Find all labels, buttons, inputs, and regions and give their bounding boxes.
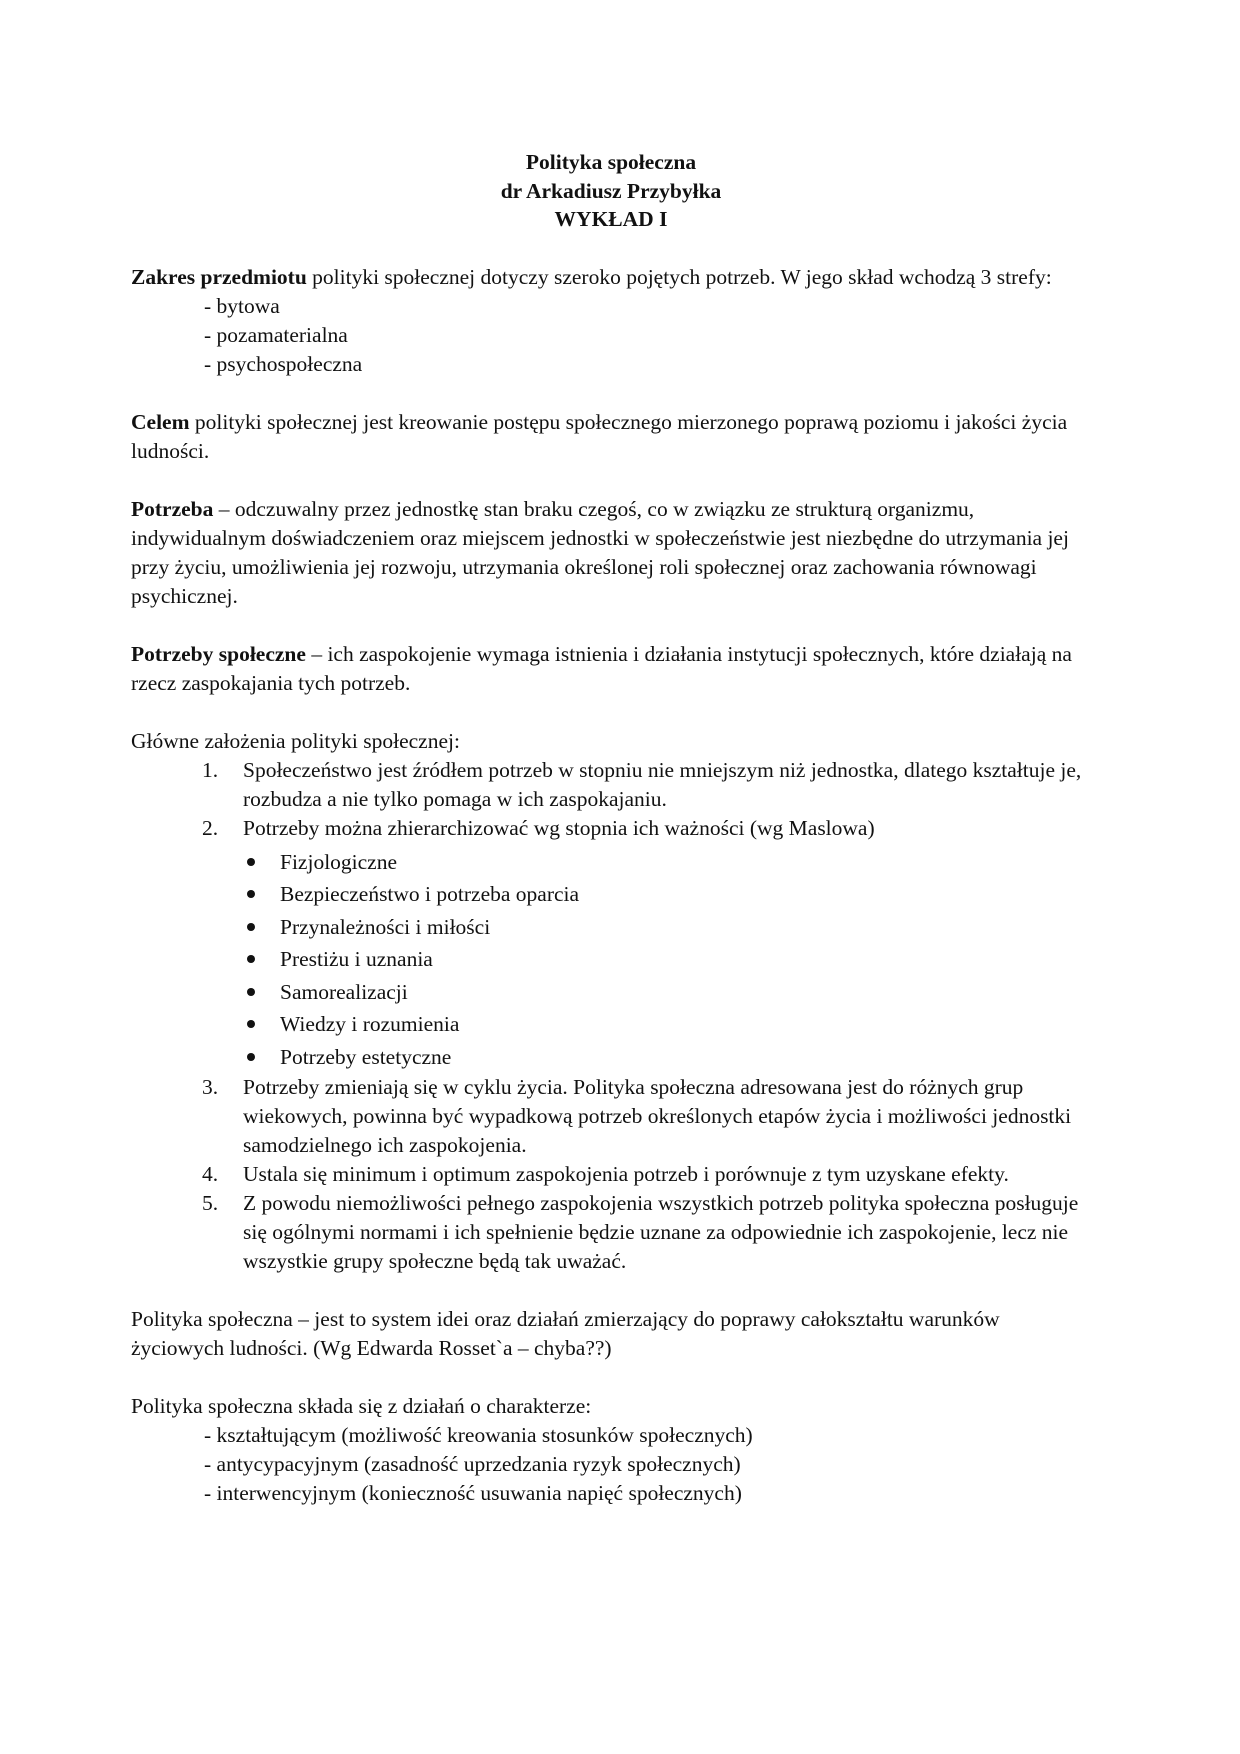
list-item [243, 911, 1091, 944]
bullet-icon [247, 858, 255, 866]
assumptions-intro: Główne założenia polityki społecznej: [131, 728, 460, 753]
list-item-text: Potrzeby zmieniają się w cyklu życia. Polityka społeczna adresowana jest do różnych grup wiekowych, powinna być wypadkową potrzeb określonych etapów życia i możliwości jednostki samodzielnego ich zaspokojenia. [243, 1075, 1072, 1157]
list-number: 5. [202, 1191, 219, 1215]
social-needs-text: – ich zaspokojenie wymaga istnienia i działania instytucji społecznych, które działają na rzecz zaspokajania tych potrzeb. [131, 641, 1072, 695]
bullet-icon [247, 1020, 255, 1028]
list-item [243, 1008, 1091, 1041]
bullet-icon [247, 955, 255, 963]
list-number: 1. [202, 757, 219, 782]
list-item: - psychospołeczna [204, 351, 363, 376]
list-item-text: Z powodu niemożliwości pełnego zaspokojenia wszystkich potrzeb polityka społeczna posługuje się ogólnymi normami i ich spełnienie będzie uznane za odpowiednie ich zaspokojenie, lecz nie wszystkie grupy społeczne będą tak uważać. [243, 1191, 1079, 1273]
list-item: - kształtującym (możliwość kreowania stosunków społecznych) [204, 1423, 753, 1447]
need-paragraph [131, 495, 1091, 611]
list-number: 4. [202, 1162, 219, 1186]
list-item [131, 814, 1091, 1074]
character-intro: Polityka społeczna składa się z działań o charakterze: [131, 1394, 592, 1418]
need-term: Potrzeba [131, 496, 214, 521]
list-item-text: Bezpieczeństwo i potrzeba oparcia [280, 882, 580, 906]
list-item [243, 846, 1091, 879]
goal-text: polityki społecznej jest kreowanie postępu społecznego mierzonego poprawą poziomu i jakości życia ludności. [131, 409, 1068, 463]
list-item-text: Ustala się minimum i optimum zaspokojenia potrzeb i porównuje z tym uzyskane efekty. [243, 1162, 1009, 1186]
list-item: - interwencyjnym (konieczność usuwania napięć społecznych) [204, 1481, 742, 1505]
assumptions-list [131, 756, 1091, 1277]
list-number: 3. [202, 1075, 219, 1099]
list-item [243, 878, 1091, 911]
list-item-text: Prestiżu i uznania [280, 947, 433, 971]
scope-paragraph [131, 263, 1091, 292]
list-item-text: Przynależności i miłości [280, 914, 491, 939]
document-body [131, 148, 1091, 1508]
bullet-icon [247, 890, 255, 898]
list-item-text: Społeczeństwo jest źródłem potrzeb w stopniu nie mniejszym niż jednostka, dlatego kształtuje je, rozbudza a nie tylko pomaga w ich zaspokajaniu. [243, 757, 1082, 811]
need-text: – odczuwalny przez jednostkę stan braku czegoś, co w związku ze strukturą organizmu, indywidualnym doświadczeniem oraz miejscem jednostki w społeczeństwie jest niezbędne do utrzymania jej przy życiu, umożliwienia jej rozwoju, utrzymania określonej roli społecznej oraz zachowania równowagi psychicznej. [131, 496, 1069, 608]
list-item-text: Samorealizacji [280, 979, 408, 1004]
social-needs-paragraph [131, 640, 1091, 698]
scope-list [131, 292, 1091, 379]
list-item-text: Potrzeby można zhierarchizować wg stopnia ich ważności (wg Maslowa) [243, 815, 875, 840]
goal-paragraph [131, 408, 1091, 466]
bullet-icon [247, 923, 255, 931]
character-list [131, 1421, 1091, 1508]
document-title: Polityka społeczna [525, 150, 697, 174]
list-item-text: Fizjologiczne [280, 849, 398, 874]
lecturer-name: dr Arkadiusz Przybyłka [500, 178, 722, 203]
list-item [243, 1041, 1091, 1074]
list-item [131, 1160, 1091, 1189]
list-item [243, 976, 1091, 1009]
maslow-list [243, 846, 1091, 1074]
list-item [131, 1073, 1091, 1160]
list-item-text: Potrzeby estetyczne [280, 1044, 452, 1069]
list-item: - bytowa [204, 293, 280, 318]
list-item [131, 756, 1091, 814]
lecture-number: WYKŁAD I [554, 207, 668, 231]
social-needs-term: Potrzeby społeczne [131, 641, 306, 666]
goal-term: Celem [131, 409, 190, 434]
document-header [131, 148, 1091, 234]
definition-paragraph: Polityka społeczna – jest to system idei oraz działań zmierzający do poprawy całokształtu warunków życiowych ludności. (Wg Edwarda Rosset`a – chyba??) [131, 1307, 1000, 1360]
bullet-icon [247, 1053, 255, 1061]
bullet-icon [247, 988, 255, 996]
list-item [243, 943, 1091, 976]
list-item-text: Wiedzy i rozumienia [280, 1012, 460, 1036]
scope-term: Zakres przedmiotu [131, 264, 307, 289]
list-item: - pozamaterialna [204, 322, 348, 347]
list-item: - antycypacyjnym (zasadność uprzedzania ryzyk społecznych) [204, 1452, 741, 1476]
list-item [131, 1189, 1091, 1276]
scope-text: polityki społecznej dotyczy szeroko pojętych potrzeb. W jego skład wchodzą 3 strefy: [306, 264, 1052, 289]
list-number: 2. [202, 815, 219, 840]
